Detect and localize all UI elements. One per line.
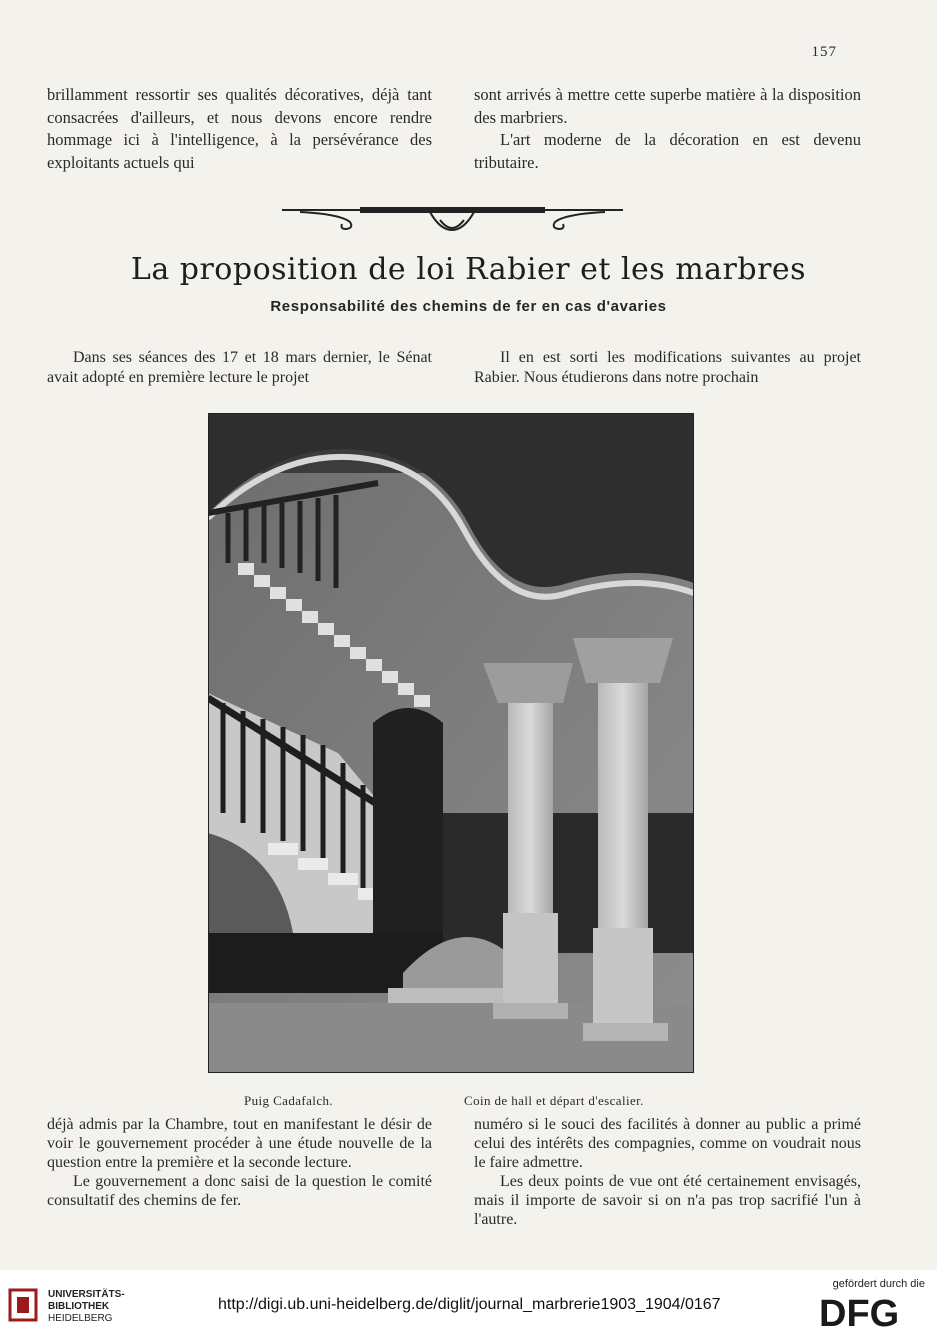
- top-left-paragraph: brillamment ressortir ses qualités décoratives, déjà tant consacrées d'ailleurs, et nous devons encore rendre hommage ici à l'intelligence, à la persévérance des exploitants actuels qui: [47, 85, 432, 172]
- figure-caption-title: Coin de hall et départ d'escalier.: [464, 1093, 644, 1108]
- hall-staircase-photograph: [208, 413, 694, 1073]
- dfg-logo: [819, 1294, 925, 1330]
- decorative-divider-ornament: [280, 200, 625, 242]
- intro-right-paragraph: Il en est sorti les modifications suivantes au projet Rabier. Nous étudierons dans notre prochain: [474, 349, 861, 386]
- funded-by-label: gefördert durch die: [832, 1278, 925, 1290]
- bottom-right-paragraph-2: Les deux points de vue ont été certainement envisagés, mais il importe de savoir si on n'a pas trop sacrifié l'un à l'autre.: [474, 1173, 861, 1228]
- university-library-logo-icon: [8, 1288, 38, 1322]
- dfg-logo-text: DFG: [819, 1294, 900, 1330]
- top-right-paragraph-1: sont arrivés à mettre cette superbe matière à la disposition des marbriers.: [474, 85, 861, 127]
- bottom-left-paragraph-2: Le gouvernement a donc saisi de la question le comité consultatif des chemins de fer.: [47, 1173, 432, 1209]
- article-title: La proposition de loi Rabier et les marbres: [130, 252, 807, 287]
- intro-left-paragraph: Dans ses séances des 17 et 18 mars dernier, le Sénat avait adopté en première lecture le projet: [47, 349, 432, 386]
- bottom-left-column: [47, 1115, 432, 1210]
- digitization-footer: [0, 1270, 937, 1338]
- intro-right-column: [474, 348, 861, 388]
- figure-caption-author: Puig Cadafalch.: [244, 1093, 334, 1108]
- bottom-right-column: [474, 1115, 861, 1229]
- bottom-left-paragraph-1: déjà admis par la Chambre, tout en manifestant le désir de voir le gouvernement procéder à une étude nouvelle de la question entre la première et la seconde lecture.: [47, 1116, 432, 1171]
- top-left-column: [47, 84, 432, 174]
- bottom-right-paragraph-1: numéro si le souci des facilités à donner au public a primé celui des intérêts des compagnies, comme on voudrait nous le faire admettre.: [474, 1116, 861, 1171]
- article-subtitle: Responsabilité des chemins de fer en cas d'avaries: [270, 298, 667, 315]
- top-right-column: [474, 84, 861, 174]
- source-url-link[interactable]: http://digi.ub.uni-heidelberg.de/diglit/journal_marbrerie1903_1904/0167: [218, 1296, 721, 1313]
- page-number: 157: [811, 44, 837, 60]
- top-right-paragraph-2: L'art moderne de la décoration en est devenu tributaire.: [474, 130, 861, 172]
- library-name: UNIVERSITÄTS- BIBLIOTHEK HEIDELBERG: [48, 1289, 125, 1324]
- intro-left-column: [47, 348, 432, 388]
